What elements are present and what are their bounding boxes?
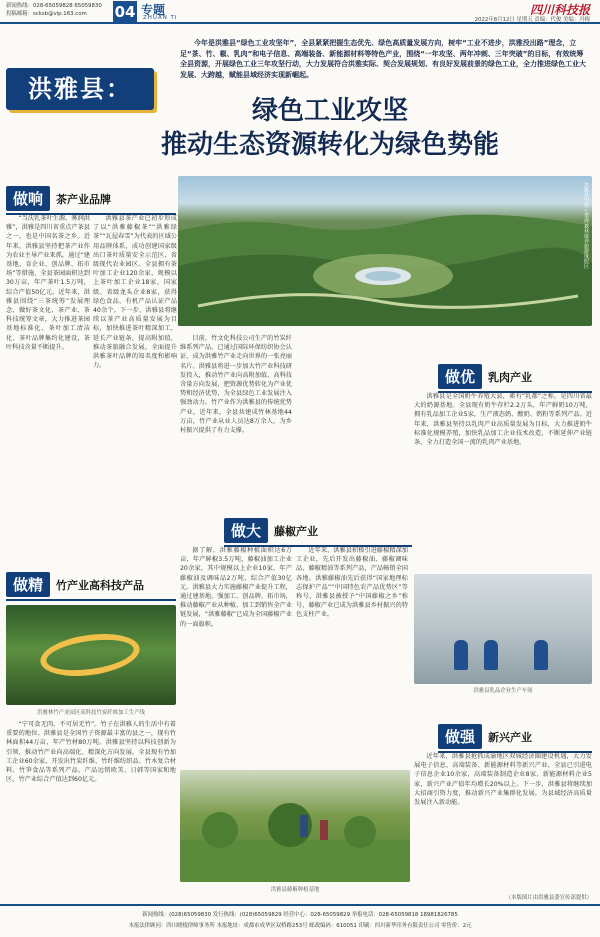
tea-text-column-1 — [6, 214, 90, 554]
pepper-text-column-2 — [296, 546, 408, 766]
section-title-en: ZHUAN TI — [143, 15, 178, 21]
bamboo-paragraph: “宁可食无肉，不可居无竹”。竹子在洪雅人的生活中有着重要的地位。洪雅县是全国竹子资源最丰富的县之一，现有竹林面积44万亩，年产竹材80万吨。洪雅县坚持以科技创新为引领，推动竹产业向高端化、精深化方向发展。全县现有竹加工企业60余家，开发出竹炭纤维、竹纤维纺织品、竹木复合材料、竹笋食品等系列产品，产品远销欧美、日韩等国家和地区，竹产业综合产值达到60亿元。 — [6, 721, 176, 784]
dairy-text-column — [414, 392, 592, 570]
bamboo-photo-caption: 洪雅林竹产业园区高科技竹炭纤维加工生产线 — [37, 710, 145, 716]
newspaper-name: 四川科技报 — [529, 3, 590, 17]
section-rule — [6, 599, 176, 601]
bamboo-section-title: 竹产业高科技产品 — [56, 578, 145, 592]
pepper-text-column-1 — [180, 546, 292, 766]
middle-text-column-1 — [180, 334, 292, 502]
hotline-line: 新闻热线：028-65059828 65059830 — [6, 3, 102, 9]
aerial-landscape-illustration — [178, 176, 592, 326]
dairy-photo — [414, 574, 592, 684]
tea-paragraph-1: “当沃乳茶叶生源，雾润洪雅”，洪雅是四川省重点产茶县之一，也是中国名茶之乡。近年来，洪雅县坚持把茶产业作为农业主导产业来抓，通过“建基地、育企业、创品牌、拓市场”等措施，全县茶园面积达到30万亩，年产茶叶1.5万吨，综合产值50亿元。近年来，洪雅县围绕“三茶统筹”发展理念，做好茶文化、茶产业、茶科技统筹文章，大力推进茶园基地标准化、茶叶加工清洁化、茶叶品牌集约化建设，茶叶科技含量不断提升。 — [6, 215, 90, 351]
tea-section-tag: 做响 — [6, 186, 50, 211]
pepper-section-header — [224, 518, 412, 543]
worker-figure — [484, 640, 498, 670]
pepper-section-title: 藤椒产业 — [274, 524, 319, 538]
dairy-section-header — [438, 364, 592, 389]
headline-line-2: 推动生态资源转化为绿色势能 — [160, 130, 499, 160]
middle-paragraph: 目前，竹文化科技公司生产的竹炭纤维系列产品，已通过国际环保纺织协会认证，成为洪雅竹产业走向世界的一张亮丽名片。洪雅县将进一步加大竹产业科技研发投入，推动竹产业向高附加值、高科技含量方向发展，把资源优势转化为产业优势和经济优势，为全县绿色工业发展注入强劲动力。竹产业作为洪雅县的传统优势产业，近年来，全县共建成竹林基地44万亩，竹产业从业人员达8万余人，为乡村振兴提供了有力支撑。 — [180, 335, 292, 435]
headline-line-1: 绿色工业攻坚 — [251, 96, 408, 126]
pepper-photo-caption: 洪雅县藤椒种植基地 — [270, 887, 320, 893]
region-badge: 洪雅县： — [6, 68, 154, 110]
footer-contacts: 新闻热线：(028)65059830 发行热线：(028)65059829 经营中心：028-65059829 举报电话：028-65059818 18981826785 — [142, 912, 458, 918]
bamboo-sculpture-ring — [38, 628, 143, 682]
page-number: 04 — [114, 3, 136, 21]
pepper-paragraph-2: 近年来，洪雅县积极引进藤椒精深加工企业，先后开发出藤椒油、藤椒调味品、藤椒精油等系列产品，产品畅销全国各地。洪雅藤椒油先后获得“国家地理标志保护产品”“中国特色农产品优势区”等称号，洪雅县被授予“中国藤椒之乡”称号，藤椒产业已成为洪雅县乡村振兴的特色支柱产业。 — [296, 547, 408, 619]
newind-section-title: 新兴产业 — [488, 730, 533, 744]
aerial-photo — [178, 176, 592, 326]
bamboo-section-tag: 做精 — [6, 572, 50, 597]
tea-paragraph-2: 洪雅县茶产业已初步形成了以“洪雅藤椒茶”“洪雅绿茶”“瓦屋春雪”为代表的区域公用品牌体系，成功创建国家级出口茶叶质量安全示范区、省级现代农业园区。全县拥有茶叶加工企业120余家，规模以上茶叶加工企业18家，国家级、省级龙头企业8家，获得绿色食品、有机产品认证产品40余个。下一步，洪雅县将继续以茶产业高质量发展为目标，加快推进茶叶精深加工，延长产业链条，提高附加值，推动茶旅融合发展，全面提升洪雅茶叶品牌的知名度和影响力。 — [93, 215, 177, 370]
dairy-photo-caption: 洪雅县乳品企业生产车间 — [473, 688, 533, 694]
footer — [0, 904, 600, 937]
bamboo-photo — [6, 605, 176, 705]
aerial-photo-caption: 洪雅县中国·七里坪森林康养旅游度假区 — [583, 182, 589, 269]
masthead-strip — [0, 0, 600, 24]
email-line: 投稿邮箱：scksb@vip.163.com — [6, 11, 87, 17]
photo-credit: （本版图片由洪雅县委宣传部提供） — [505, 895, 592, 901]
dateline: 2022年8月12日 星期五 责编：代俊 美编：冯梅 — [474, 17, 590, 23]
bamboo-text-column — [6, 720, 176, 900]
pepper-photo — [180, 770, 410, 882]
headline — [60, 94, 600, 162]
pepper-paragraph-1: 据了解，洪雅藤椒种植面积达6万亩，年产鲜椒3.5万吨，藤椒油加工企业20余家，其中规模以上企业10家，年产藤椒油及调味品2万吨，综合产值30亿元。洪雅县大力实施藤椒产业提升工程，通过建基地、强加工、创品牌、拓市场，推动藤椒产业从种植、加工到销售全产业链发展，“洪雅藤椒”已成为全国藤椒产业的一面旗帜。 — [180, 547, 292, 628]
newind-paragraph: 近年来，洪雅县抢抓成渝地区双城经济圈建设机遇，大力发展电子信息、高端装备、新能源材料等新兴产业。全县已引进电子信息企业10余家，高端装备制造企业8家，新能源材料企业5家，新兴产业产值年均增长20%以上。下一步，洪雅县将继续加大招商引资力度，推动新兴产业集群化发展，为县域经济高质量发展注入新动能。 — [414, 753, 592, 807]
dairy-section-title: 乳肉产业 — [488, 370, 533, 384]
intro-paragraph: 今年是洪雅县“绿色工业攻坚年”，全县紧紧把握生态优先、绿色高质量发展方向，树牢“工业不进步，洪雅没出路”理念，立足“茶、竹、椒、乳肉”和电子信息、高端装备、新能源材料等特色产业，围绕“一年攻坚、两年冲刺、三年突破”的目标，有效统筹全县资源，开展绿色工业三年攻坚行动，大力发展符合洪雅实际、契合发展规划、有良好发展前景的绿色工业，全力推进绿色工业大发展、大跨越，赋能县域经济实现新崛起。 — [180, 39, 586, 79]
pepper-section-tag: 做大 — [224, 518, 268, 543]
newind-section-header — [438, 724, 592, 749]
dairy-section-tag: 做优 — [438, 364, 482, 389]
tea-text-column-2 — [93, 214, 177, 554]
section-title: 专题 — [141, 3, 166, 17]
tea-section-title: 茶产业品牌 — [56, 192, 112, 206]
footer-legal: 本报法律顾问：四川晓棱律师事务所 本报地址：成都市成华区双桥路253号 邮政编码：610051 印刷：四川新华印务有限责任公司 零售价：2元 — [128, 923, 472, 929]
bamboo-section-header — [6, 572, 176, 597]
tea-section-header — [6, 186, 176, 211]
worker-figure — [454, 640, 468, 670]
dairy-paragraph: 洪雅县是全国奶牛养殖大县，素有“乳都”之称，是四川省最大的奶源基地。全县现有奶牛存栏2.2万头，年产鲜奶10万吨，拥有乳品加工企业5家，生产液态奶、酸奶、奶粉等系列产品。近年来，洪雅县坚持以乳肉产业高质量发展为目标，大力推进奶牛标准化规模养殖，加快乳品加工企业技术改造，不断延伸产业链条，全力打造全国一流的乳肉产业基地。 — [414, 393, 592, 447]
newind-section-tag: 做强 — [438, 724, 482, 749]
pepper-field-illustration — [180, 770, 410, 882]
hotline-info — [6, 2, 102, 18]
newind-text-column — [414, 752, 592, 888]
worker-figure — [534, 640, 548, 670]
